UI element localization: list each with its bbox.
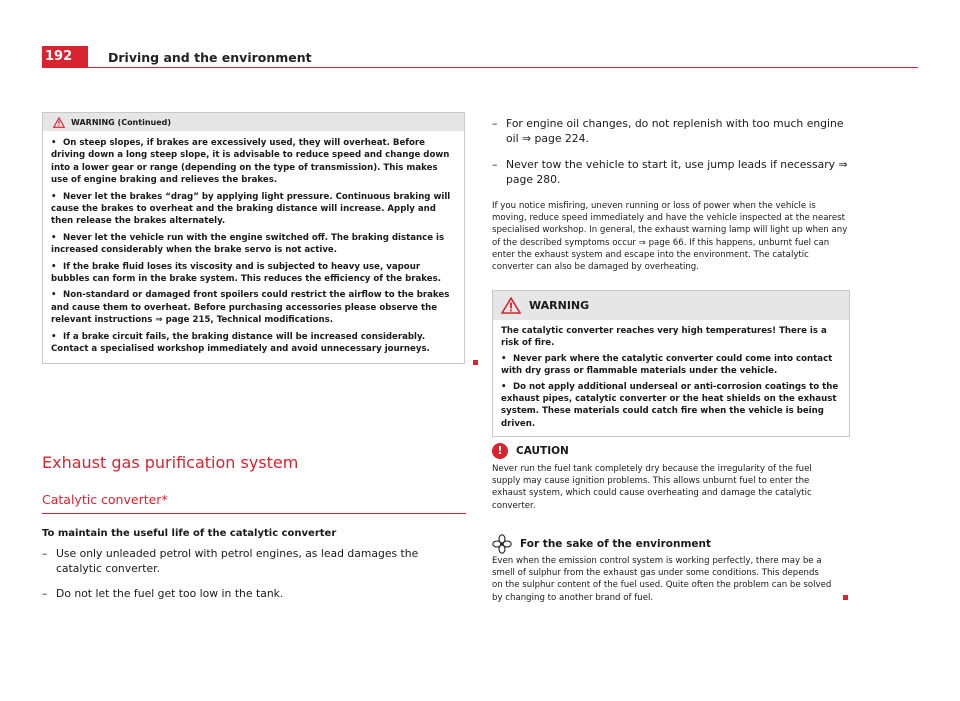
warning-lead: The catalytic converter reaches very high temperatures! There is a risk of fire. xyxy=(501,326,827,349)
list-item: • If a brake circuit fails, the braking distance will be increased considerably. Contact a specialised workshop immediately and avoid unnecessary journeys. xyxy=(51,331,430,355)
list-item: • Non-standard or damaged front spoilers could restrict the airflow to the brakes and cause them to overheat. Before purchasing accessories please observe the relevant instructions ⇒ page 215, Technical modifications. xyxy=(51,290,450,326)
caution-title: CAUTION xyxy=(516,445,569,457)
intro-heading: To maintain the useful life of the catalytic converter xyxy=(42,528,337,539)
warning-title: WARNING xyxy=(529,299,590,312)
warning-body xyxy=(43,131,464,363)
list-item: • Never let the vehicle run with the engine switched off. The braking distance is increased considerably when the brake servo is not active. xyxy=(51,232,445,256)
header-rule xyxy=(88,67,918,68)
list-item: – Do not let the fuel get too low in the tank. xyxy=(42,587,284,600)
environment-title: For the sake of the environment xyxy=(520,538,712,550)
body-paragraph: If you notice misfiring, uneven running or loss of power when the vehicle is moving, reduce speed immediately and have the vehicle inspected at the nearest specialised workshop. In general, the exhaust warning lamp will light up when any of the described symptoms occur ⇒ page 66. If this happens, unburnt fuel can enter the exhaust system and escape into the environment. The catalytic converter can also be damaged by overheating. xyxy=(492,201,848,273)
list-item: – Never tow the vehicle to start it, use jump leads if necessary ⇒ page 280. xyxy=(492,158,848,186)
warning-body xyxy=(493,320,849,436)
chapter-title: Driving and the environment xyxy=(108,50,312,65)
subsection-title: Catalytic converter* xyxy=(42,492,168,507)
warning-header xyxy=(43,113,464,131)
environment-header xyxy=(492,534,711,554)
list-item: • If the brake fluid loses its viscosity and is subjected to heavy use, vapour bubbles can form in the brake system. This reduces the efficiency of the brakes. xyxy=(51,261,441,285)
list-item: • On steep slopes, if brakes are excessively used, they will overheat. Before driving down a long steep slope, it is advisable to reduce speed and change down into a lower gear or range (depending on the type of transmission). This makes use of engine braking and relieves the brakes. xyxy=(51,138,450,186)
section-title: Exhaust gas purification system xyxy=(42,453,299,472)
caution-icon: ! xyxy=(492,443,508,459)
left-column xyxy=(42,112,466,364)
warning-triangle-icon xyxy=(501,297,521,314)
warning-box xyxy=(492,290,850,437)
list-item: • Do not apply additional underseal or anti-corrosion coatings to the exhaust pipes, catalytic converter or the heat shields on the exhaust system. These materials could catch fire when the vehicle is being driven. xyxy=(501,381,839,429)
end-marker xyxy=(843,595,848,600)
list-item: – For engine oil changes, do not replenish with too much engine oil ⇒ page 224. xyxy=(492,117,844,145)
warning-continued-box xyxy=(42,112,465,364)
list-item: • Never park where the catalytic converter could come into contact with dry grass or flammable materials under the vehicle. xyxy=(501,353,833,377)
flower-icon xyxy=(492,534,512,554)
subsection-rule xyxy=(42,513,466,514)
caution-header xyxy=(492,443,569,459)
page-number: 192 xyxy=(42,46,88,68)
list-item: • Never let the brakes “drag” by applying light pressure. Continuous braking will cause the brakes to overheat and the braking distance will increase. Apply and then release the brakes alternately. xyxy=(51,191,451,227)
warning-triangle-icon xyxy=(53,117,65,128)
caution-text: Never run the fuel tank completely dry because the irregularity of the fuel supply may cause ignition problems. This allows unburnt fuel to enter the exhaust system, which could cause overheating and damage the catalytic converter. xyxy=(492,464,812,511)
end-marker xyxy=(473,360,478,365)
warning-header xyxy=(493,291,849,320)
list-item: – Use only unleaded petrol with petrol engines, as lead damages the catalytic converter. xyxy=(42,547,419,575)
warning-title: WARNING (Continued) xyxy=(71,118,172,127)
environment-text: Even when the emission control system is working perfectly, there may be a smell of sulphur from the exhaust gas under some conditions. This depends on the sulphur content of the fuel used. Quite often the problem can be solved by changing to another brand of fuel. xyxy=(492,556,832,603)
